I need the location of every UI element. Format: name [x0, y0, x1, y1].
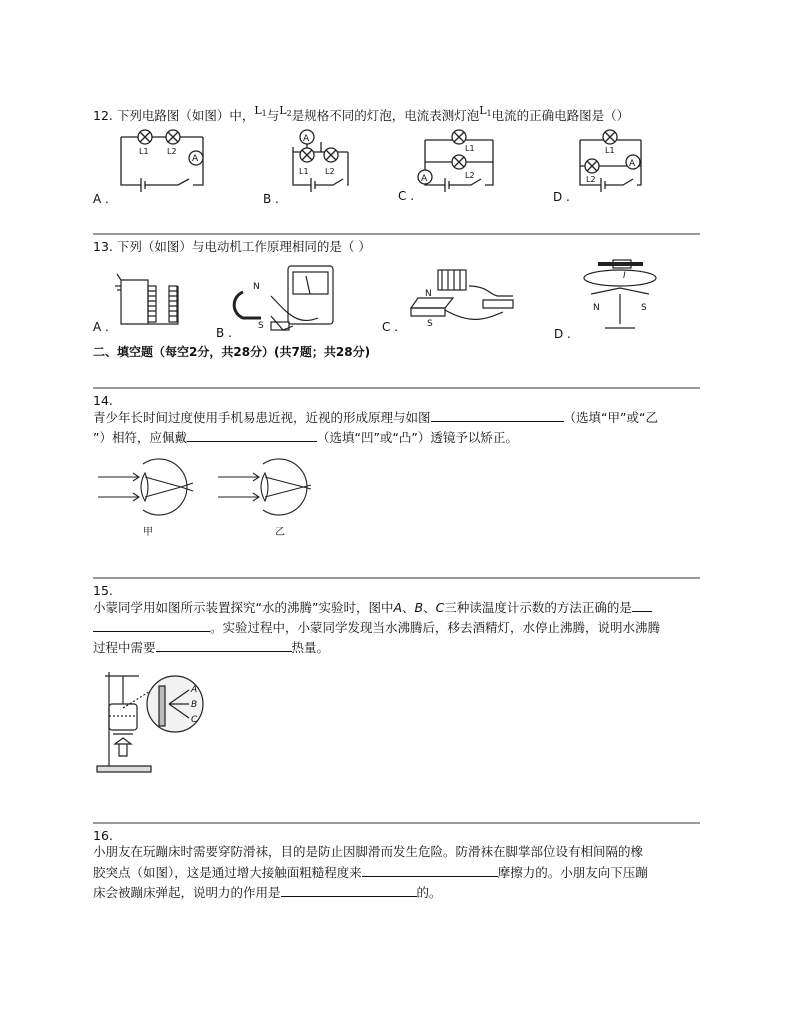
divider	[93, 822, 700, 824]
circuit-a	[121, 130, 203, 192]
q14-number: 14.	[93, 393, 113, 408]
q12-option-a[interactable]: A .	[93, 192, 109, 206]
q16-number: 16.	[93, 828, 113, 843]
q12-option-b[interactable]: B .	[263, 192, 279, 206]
q12-text-c: 是规格不同的灯泡，电流表测灯泡	[291, 108, 480, 123]
section-fill-in-heading: 二、填空题（每空2分，共28分）(共7题；共28分)	[93, 345, 371, 359]
q15-number: 15.	[93, 583, 113, 598]
figure-a-electromagnet	[115, 274, 178, 324]
q15-line-2: 。实验过程中，小蒙同学发现当水沸腾后，移去酒精灯，水停止沸腾，说明水沸腾	[93, 619, 660, 636]
q12-option-d[interactable]: D .	[553, 190, 570, 204]
svg-text:L1: L1	[299, 167, 309, 176]
q16-line-1: 小朋友在玩蹦床时需要穿防滑袜，目的是防止因脚滑而发生危险。防滑袜在脚掌部位设有相间隔的橡	[93, 844, 644, 859]
label-b: B	[191, 700, 198, 710]
label-c: C	[191, 715, 198, 725]
svg-text:N: N	[253, 282, 260, 292]
q14-blank-1[interactable]	[431, 409, 564, 422]
q13-stem: 13. 下列（如图）与电动机工作原理相同的是（ ）	[93, 239, 371, 254]
l1-symbol: $L_1$	[254, 104, 267, 118]
svg-text:N: N	[593, 303, 600, 313]
q15-blank-1b[interactable]	[93, 619, 210, 632]
q14-line-1: 青少年长时间过度使用手机易患近视，近视的形成原理与如图 （选填“甲”或“乙	[93, 410, 658, 425]
figure-b-generator	[234, 266, 333, 330]
label-yi: 乙	[275, 527, 285, 538]
circuit-c	[418, 130, 493, 192]
svg-text:A: A	[192, 154, 199, 164]
svg-text:L2: L2	[586, 175, 596, 184]
svg-text:I: I	[623, 271, 626, 281]
l1-symbol-b: $L_1$	[479, 104, 492, 118]
circuit-b	[293, 130, 348, 192]
eye-figure-jia	[98, 459, 193, 515]
q13-option-c[interactable]: C .	[382, 320, 399, 334]
q12-option-c[interactable]: C .	[398, 189, 415, 203]
q15-line-3: 过程中需要 热量。	[93, 640, 330, 655]
svg-text:A: A	[303, 134, 310, 144]
svg-text:A: A	[421, 174, 428, 184]
svg-text:L2: L2	[167, 147, 177, 156]
q12-text-b: 与	[266, 108, 280, 123]
svg-text:S: S	[641, 303, 647, 313]
svg-text:A: A	[629, 159, 636, 169]
svg-text:L2: L2	[325, 167, 335, 176]
q16-blank-2[interactable]	[281, 884, 417, 897]
q13-option-d[interactable]: D .	[554, 327, 571, 341]
l2-symbol: $L_2$	[279, 104, 292, 118]
eye-figure-yi	[218, 459, 311, 515]
q12-text-a: 12. 下列电路图（如图）中，	[93, 108, 255, 123]
q12-stem	[93, 103, 629, 124]
q16-blank-1[interactable]	[362, 864, 498, 877]
svg-text:S: S	[427, 319, 433, 329]
label-jia: 甲	[143, 527, 153, 538]
q15-boiling-apparatus	[93, 664, 208, 782]
svg-text:L1: L1	[465, 144, 475, 153]
q13-option-b[interactable]: B .	[216, 326, 232, 340]
q15-blank-1a[interactable]	[632, 599, 652, 612]
q14-blank-2[interactable]	[187, 429, 317, 442]
svg-text:L2: L2	[465, 171, 475, 180]
figure-d-oersted	[584, 260, 656, 328]
svg-text:L1: L1	[139, 147, 149, 156]
q12-circuit-figures	[93, 122, 700, 207]
q13-option-a[interactable]: A .	[93, 320, 109, 334]
label-a: A	[191, 685, 198, 695]
svg-text:S: S	[258, 321, 264, 331]
divider	[93, 577, 700, 579]
q16-line-2: 胶突点（如图），这是通过增大接触面粗糙程度来 摩擦力的。小朋友向下压蹦	[93, 865, 648, 880]
q12-text-d: 电流的正确电路图是（）	[491, 108, 630, 123]
q14-eye-figures	[93, 455, 333, 545]
svg-text:N: N	[425, 289, 432, 299]
divider	[93, 387, 700, 389]
q14-line-2: ”）相符，应佩戴 （选填“凹”或“凸”）透镜予以矫正。	[93, 430, 518, 445]
divider	[93, 233, 700, 235]
q16-line-3: 床会被蹦床弹起，说明力的作用是 的。	[93, 885, 442, 900]
q15-blank-2[interactable]	[156, 639, 292, 652]
svg-text:L1: L1	[605, 146, 615, 155]
q15-line-1: 小蒙同学用如图所示装置探究“水的沸腾”实验时，图中A、B、C三种读温度计示数的方法正确的是	[93, 599, 652, 616]
